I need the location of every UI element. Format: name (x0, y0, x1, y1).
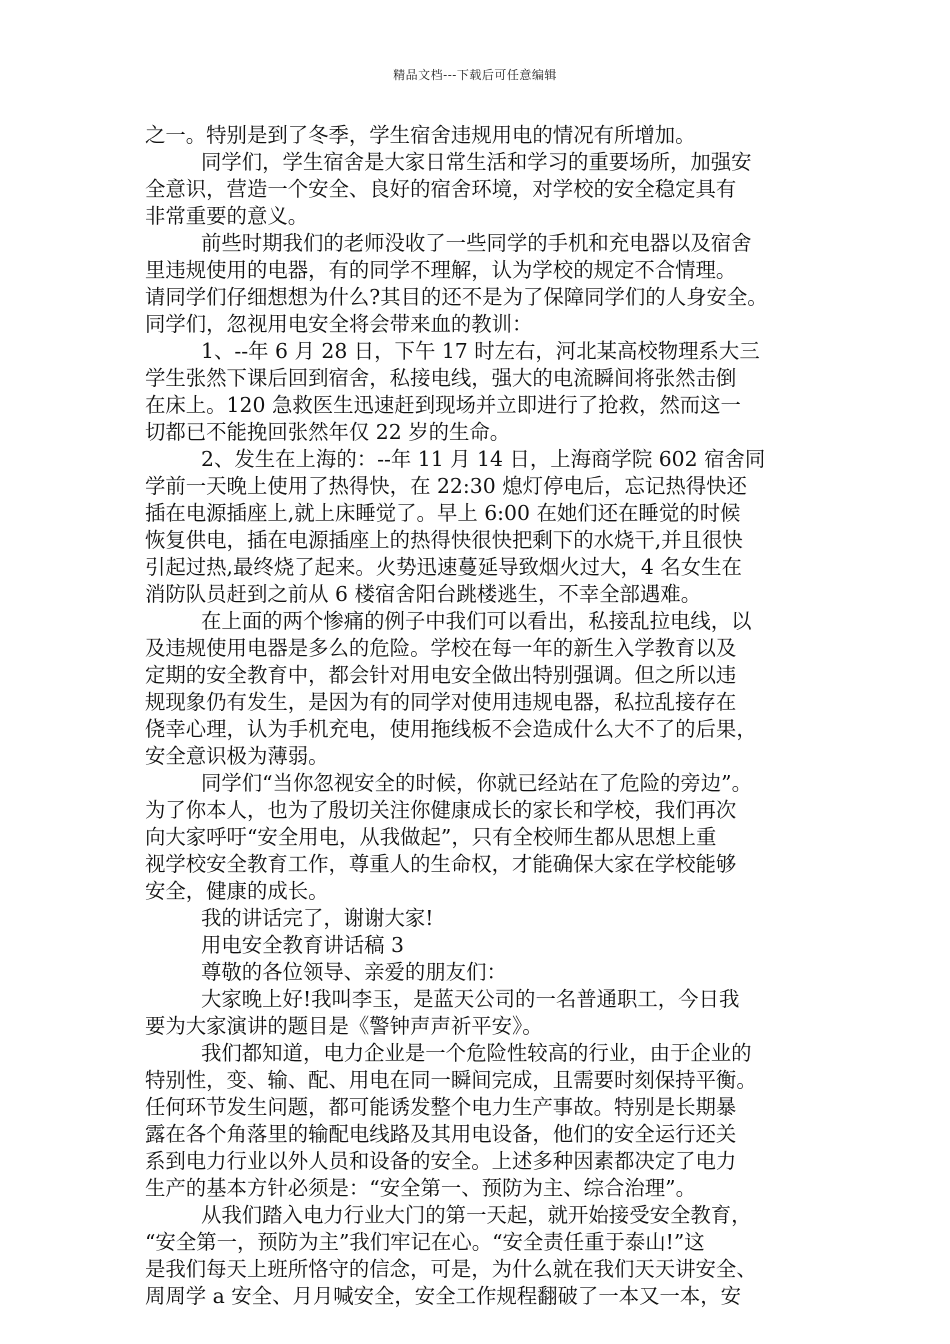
paragraph-line: 侥幸心理，认为手机充电，使用拖线板不会造成什么大不了的后果， (145, 717, 757, 741)
paragraph-first-line: 1、--年 6 月 28 日，下午 17 时左右，河北某高校物理系大三 (201, 339, 760, 363)
paragraph-line: 规现象仍有发生，是因为有的同学对使用违规电器，私拉乱接存在 (145, 690, 737, 714)
paragraph-line: 视学校安全教育工作，尊重人的生命权，才能确保大家在学校能够 (145, 852, 737, 876)
paragraph-line: 全意识，营造一个安全、良好的宿舍环境，对学校的安全稳定具有 (145, 177, 737, 201)
paragraph-line: 请同学们仔细想想为什么?其目的还不是为了保障同学们的人身安全。 (145, 285, 768, 309)
paragraph-first-line: 用电安全教育讲话稿 3 (201, 933, 404, 957)
paragraph-line: 切都已不能挽回张然年仅 22 岁的生命。 (145, 420, 511, 444)
paragraph-line: 消防队员赶到之前从 6 楼宿舍阳台跳楼逃生，不幸全部遇难。 (145, 582, 702, 606)
paragraph-line: 要为大家演讲的题目是《警钟声声祈平安》。 (145, 1014, 543, 1038)
paragraph-line: 里违规使用的电器，有的同学不理解，认为学校的规定不合情理。 (145, 258, 737, 282)
paragraph-line: 周周学 a 安全、月月喊安全，安全工作规程翻破了一本又一本，安 (145, 1284, 742, 1308)
paragraph-line: 恢复供电，插在电源插座上的热得快很快把剩下的水烧干,并且很快 (145, 528, 743, 552)
paragraph-line: 及违规使用电器是多么的危险。学校在每一年的新生入学教育以及 (145, 636, 737, 660)
paragraph-line: 生产的基本方针必须是：“安全第一、预防为主、综合治理”。 (145, 1176, 697, 1200)
page-header: 精品文档---下载后可任意编辑 (393, 68, 557, 82)
paragraph-line: 非常重要的意义。 (145, 204, 309, 228)
paragraph-first-line: 尊敬的各位领导、亲爱的朋友们： (201, 960, 507, 984)
paragraph-line: 为了你本人，也为了殷切关注你健康成长的家长和学校，我们再次 (145, 798, 737, 822)
paragraph-line: 特别性，变、输、配、用电在同一瞬间完成，且需要时刻保持平衡。 (145, 1068, 757, 1092)
paragraph-line: 同学们，忽视用电安全将会带来血的教训： (145, 312, 533, 336)
paragraph-first-line: 前些时期我们的老师没收了一些同学的手机和充电器以及宿舍 (201, 231, 752, 255)
paragraph-line: 系到电力行业以外人员和设备的安全。上述多种因素都决定了电力 (145, 1149, 737, 1173)
paragraph-first-line: 我们都知道，电力企业是一个危险性较高的行业，由于企业的 (201, 1041, 752, 1065)
paragraph-line: 是我们每天上班所恪守的信念，可是，为什么就在我们天天讲安全、 (145, 1257, 757, 1281)
paragraph-line: 安全，健康的成长。 (145, 879, 329, 903)
paragraph-first-line: 在上面的两个惨痛的例子中我们可以看出，私接乱拉电线，以 (201, 609, 752, 633)
paragraph-first-line: 大家晚上好!我叫李玉，是蓝天公司的一名普通职工，今日我 (201, 987, 740, 1011)
document-body (145, 122, 825, 1310)
paragraph-line: 安全意识极为薄弱。 (145, 744, 329, 768)
paragraph-first-line: 从我们踏入电力行业大门的第一天起，就开始接受安全教育， (201, 1203, 752, 1227)
paragraph-first-line: 同学们，学生宿舍是大家日常生活和学习的重要场所，加强安 (201, 150, 752, 174)
paragraph-first-line: 2、发生在上海的：--年 11 月 14 日，上海商学院 602 宿舍同 (201, 447, 766, 471)
paragraph-line: “安全第一，预防为主”我们牢记在心。“安全责任重于泰山!”这 (145, 1230, 705, 1254)
paragraph-first-line: 我的讲话完了，谢谢大家! (201, 906, 434, 930)
paragraph-line: 引起过热,最终烧了起来。火势迅速蔓延导致烟火过大，4 名女生在 (145, 555, 742, 579)
paragraph-line: 向大家呼吁“安全用电，从我做起”，只有全校师生都从思想上重 (145, 825, 717, 849)
paragraph-line: 任何环节发生问题，都可能诱发整个电力生产事故。特别是长期暴 (145, 1095, 737, 1119)
paragraph-line: 之一。特别是到了冬季，学生宿舍违规用电的情况有所增加。 (145, 123, 696, 147)
paragraph-line: 学生张然下课后回到宿舍，私接电线，强大的电流瞬间将张然击倒 (145, 366, 737, 390)
paragraph-line: 定期的安全教育中，都会针对用电安全做出特别强调。但之所以违 (145, 663, 737, 687)
paragraph-first-line: 同学们“当你忽视安全的时候，你就已经站在了危险的旁边”。 (201, 771, 753, 795)
paragraph-line: 插在电源插座上,就上床睡觉了。早上 6:00 在她们还在睡觉的时候 (145, 501, 741, 525)
paragraph-line: 在床上。120 急救医生迅速赶到现场并立即进行了抢救，然而这一 (145, 393, 741, 417)
paragraph-line: 学前一天晚上使用了热得快，在 22:30 熄灯停电后，忘记热得快还 (145, 474, 747, 498)
paragraph-line: 露在各个角落里的输配电线路及其用电设备，他们的安全运行还关 (145, 1122, 737, 1146)
